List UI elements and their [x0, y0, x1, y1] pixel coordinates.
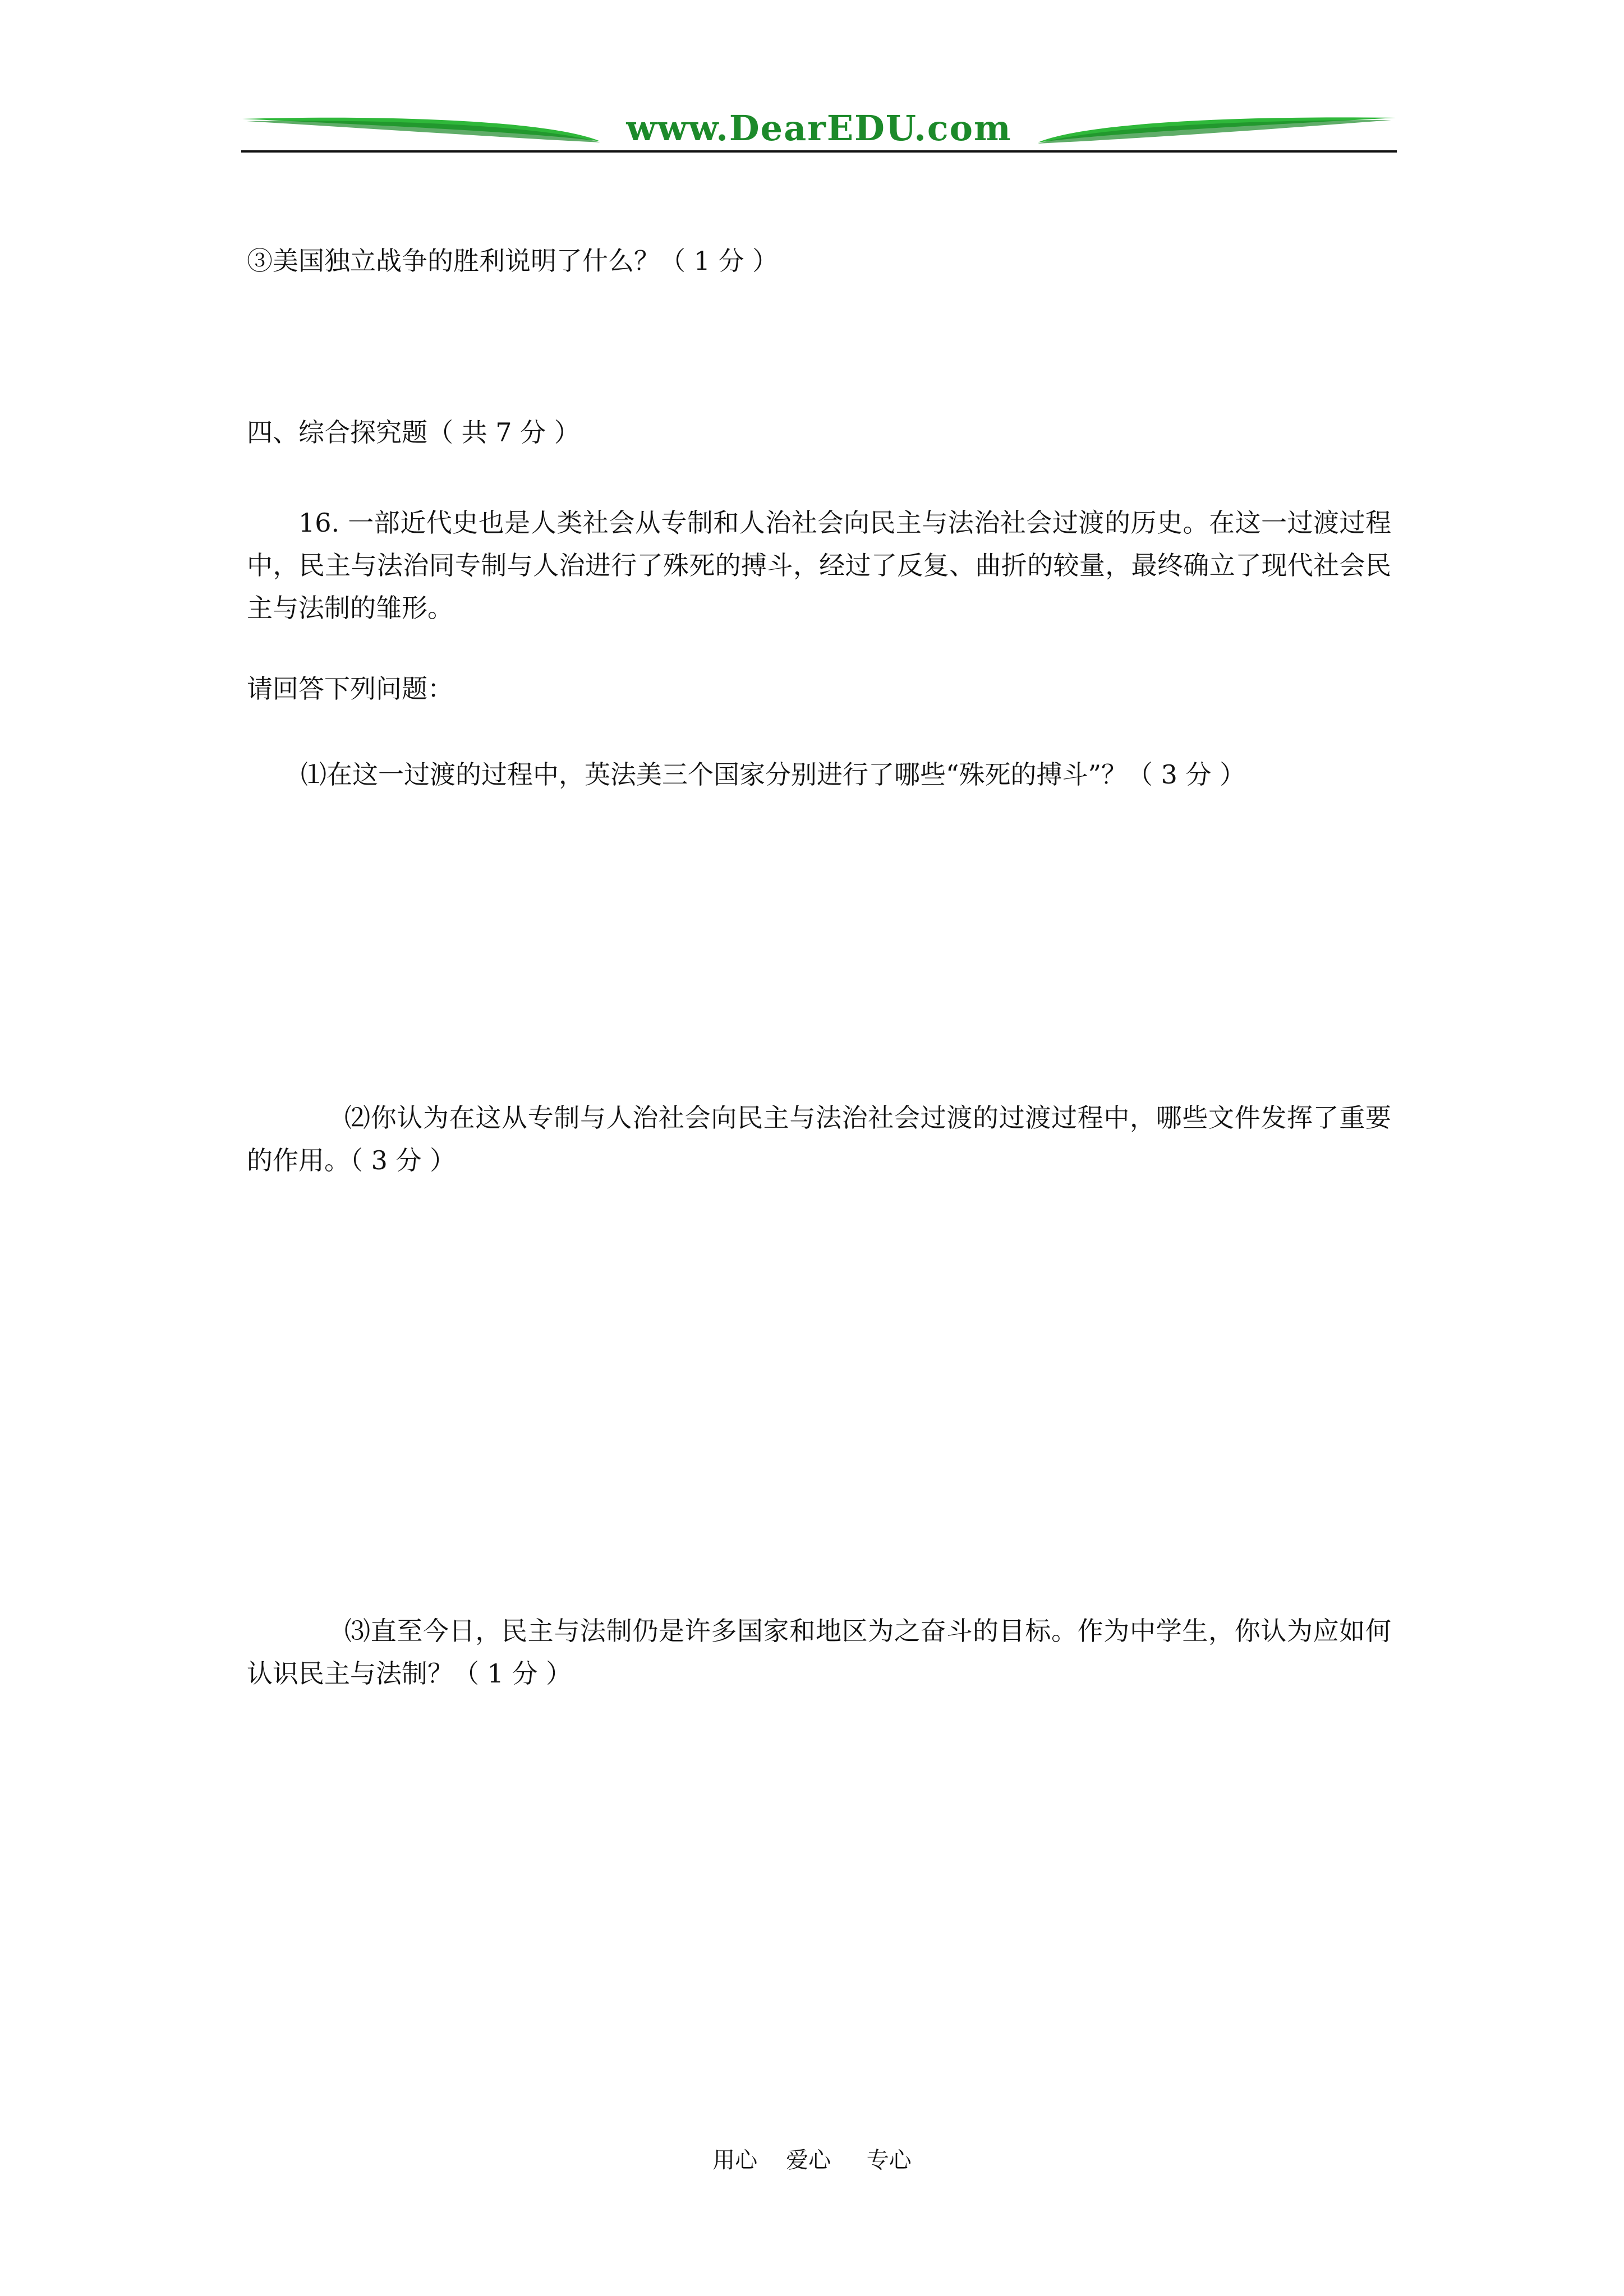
question-16-1: ⑴在这一过渡的过程中，英法美三个国家分别进行了哪些“殊死的搏斗”？（ 3 分 ）	[301, 759, 1246, 790]
header-rule	[241, 150, 1397, 153]
question-16-2: ⑵你认为在这从专制与人治社会向民主与法治社会过渡的过渡过程中，哪些文件发挥了重要的作用。（ 3 分 ）	[247, 1103, 1391, 1175]
page-header	[241, 107, 1397, 157]
question-16-stem: 16. 一部近代史也是人类社会从专制和人治社会向民主与法治社会过渡的历史。在这一过渡过程中，民主与法治同专制与人治进行了殊死的搏斗，经过了反复、曲折的较量，最终确立了现代社会民主与法制的雏形。	[247, 508, 1391, 623]
section-title: 四、综合探究题（ 共 7 分 ）	[247, 417, 580, 448]
answer-prompt: 请回答下列问题：	[247, 674, 453, 704]
question-15-3: ③美国独立战争的胜利说明了什么？（ 1 分 ）	[247, 246, 779, 276]
page-footer-motto: 用心 爱心 专心	[712, 2147, 912, 2173]
site-name-logo: www.DearEDU.com	[626, 108, 1012, 149]
question-16-3: ⑶直至今日，民主与法制仍是许多国家和地区为之奋斗的目标。作为中学生，你认为应如何认识民主与法制？（ 1 分 ）	[247, 1616, 1391, 1689]
